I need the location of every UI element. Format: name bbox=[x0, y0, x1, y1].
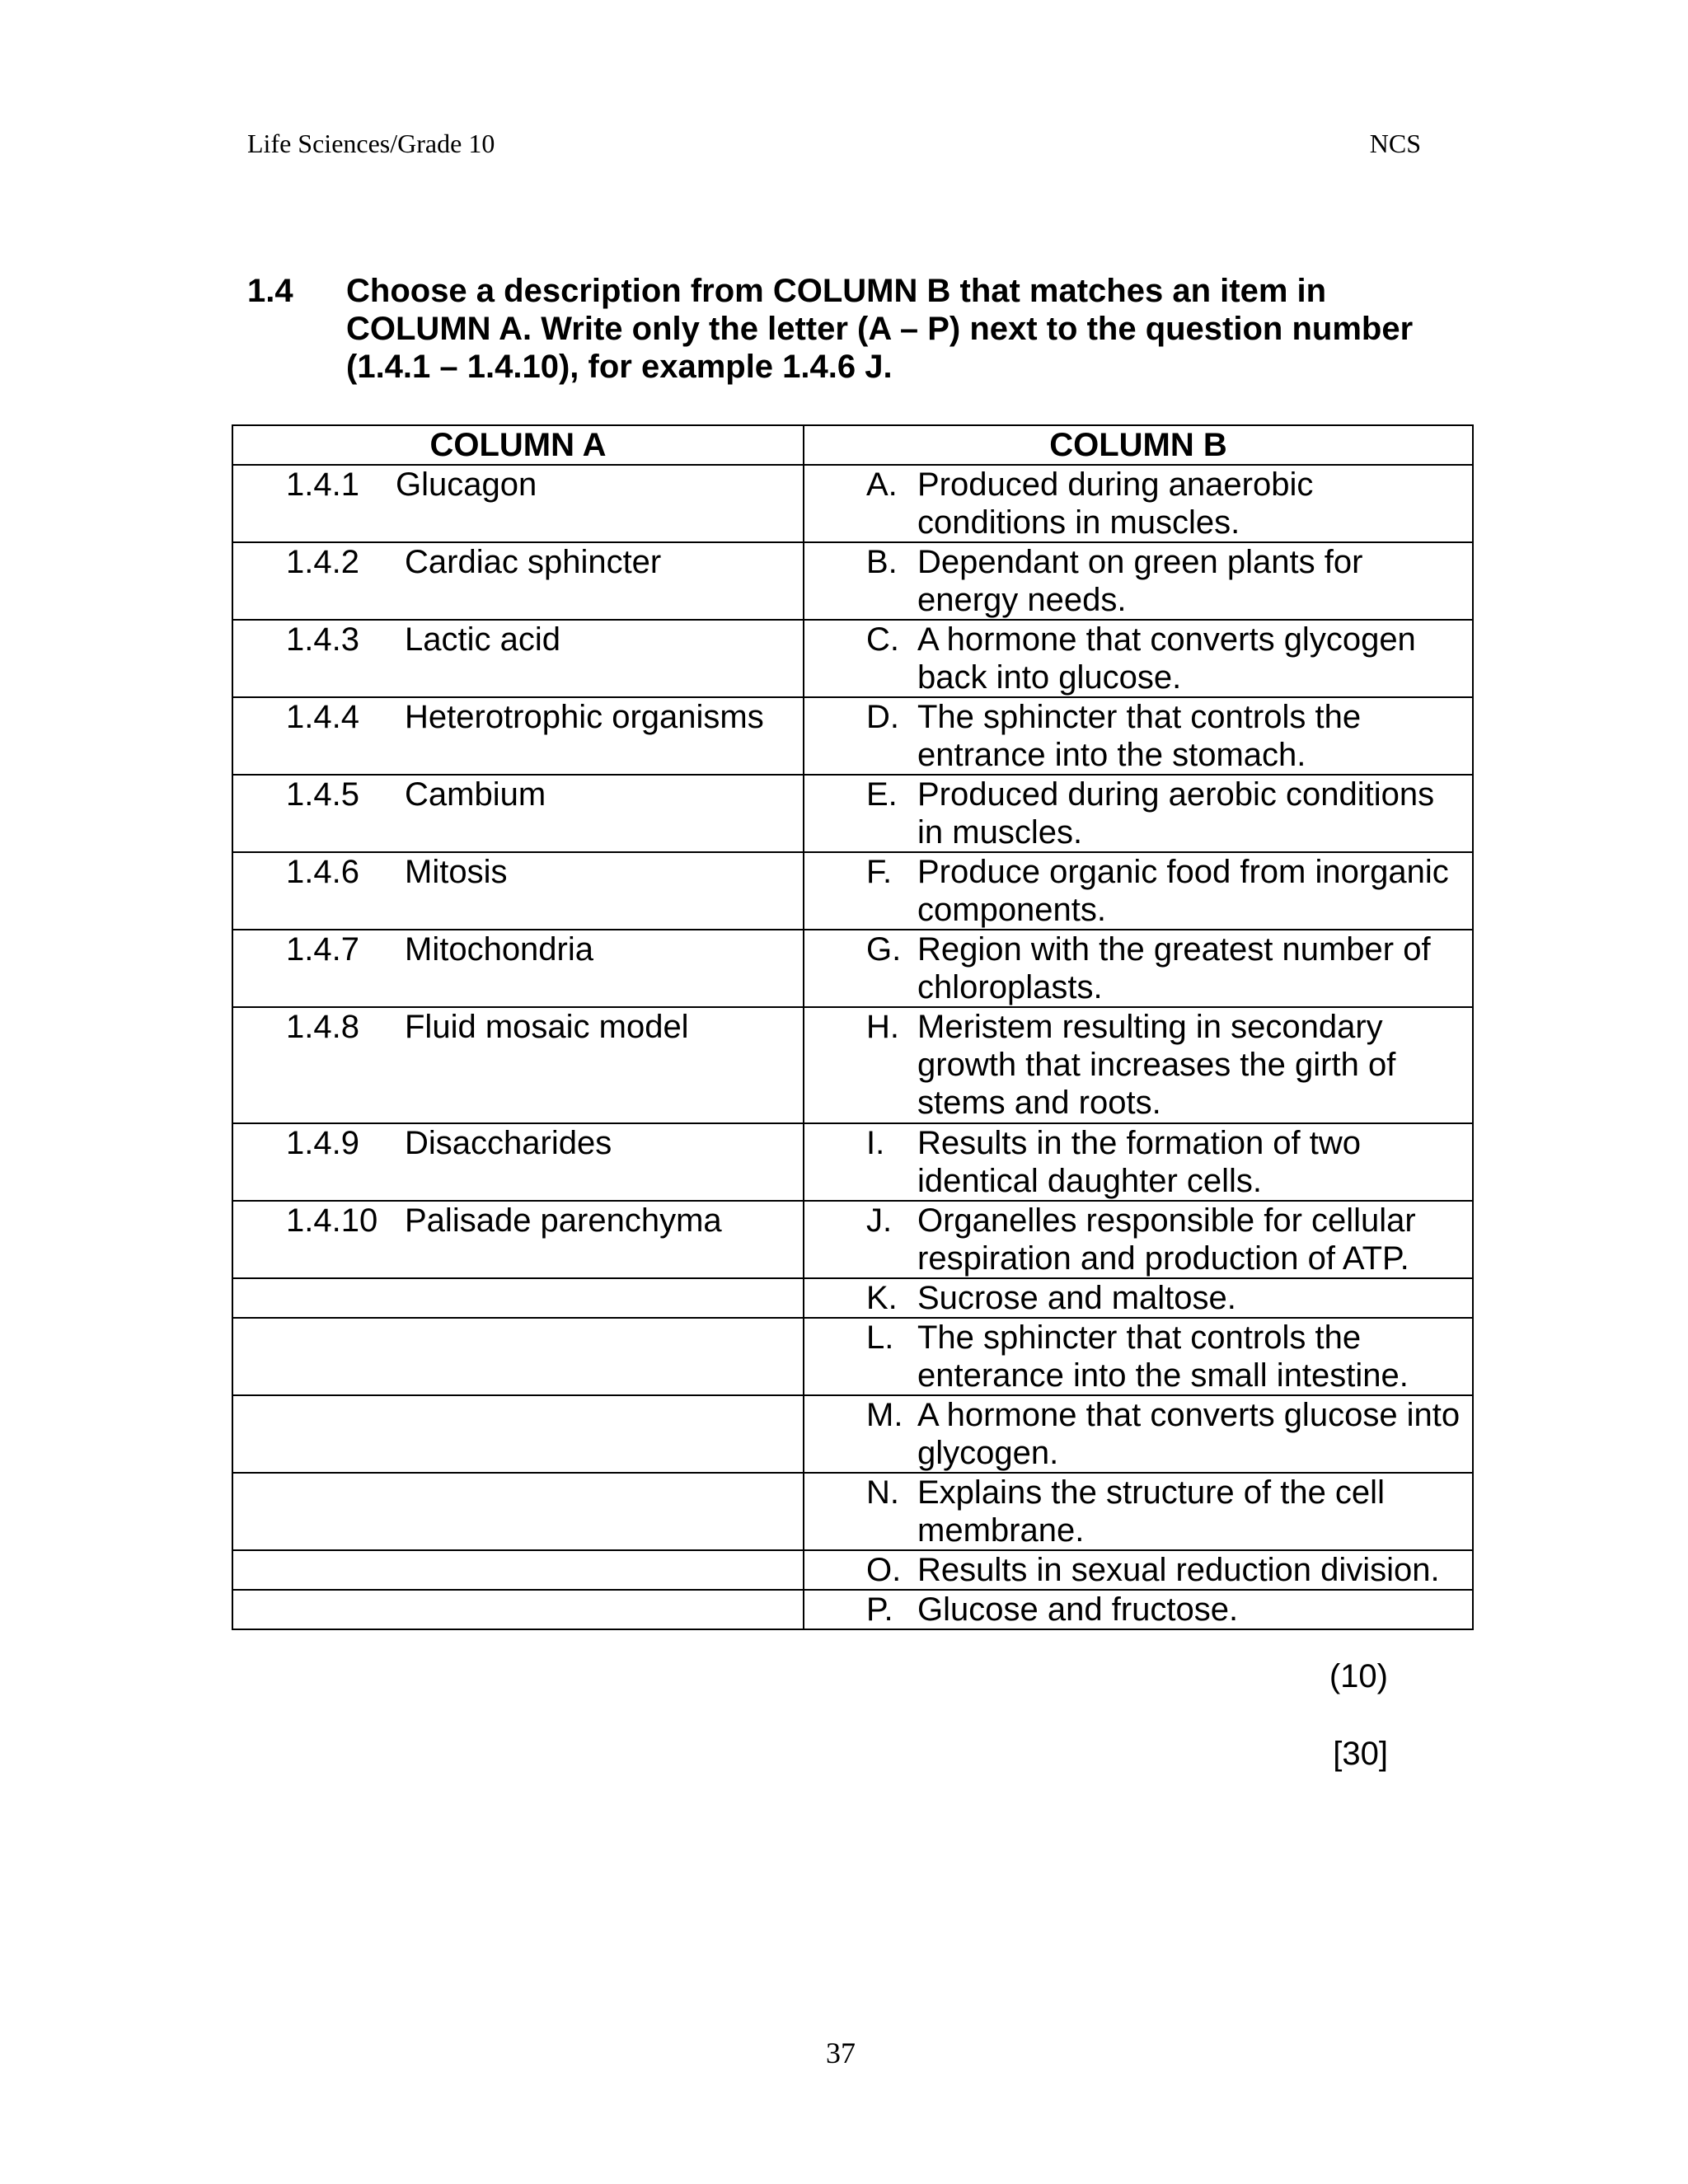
item-term: Mitosis bbox=[405, 854, 508, 890]
option-letter: N. bbox=[866, 1474, 899, 1511]
column-a-cell-empty bbox=[232, 1278, 804, 1318]
column-b-cell bbox=[804, 1590, 1473, 1629]
option-description: Produced during aerobic conditions in muscles. bbox=[917, 776, 1435, 851]
option-description: Dependant on green plants for energy needs. bbox=[917, 544, 1363, 618]
instruction-line: Choose a description from COLUMN B that matches an item in bbox=[346, 273, 1327, 309]
option-description: A hormone that converts glucose into glycogen. bbox=[917, 1397, 1461, 1471]
column-a-cell bbox=[232, 465, 804, 542]
column-b-cell bbox=[804, 1550, 1473, 1590]
question-mark-total: (10) bbox=[1329, 1658, 1388, 1694]
column-a-cell bbox=[232, 697, 804, 775]
item-term: Glucagon bbox=[396, 466, 537, 503]
column-b-cell bbox=[804, 1201, 1473, 1278]
column-a-cell bbox=[232, 1007, 804, 1123]
instruction-line: COLUMN A. Write only the letter (A – P) next to the question number bbox=[346, 311, 1414, 347]
option-letter: H. bbox=[866, 1009, 899, 1045]
column-a-cell-empty bbox=[232, 1395, 804, 1473]
table-row bbox=[232, 1007, 1473, 1123]
table-row bbox=[232, 1473, 1473, 1550]
column-a-cell-empty bbox=[232, 1590, 804, 1629]
table-row bbox=[232, 465, 1473, 542]
column-a-cell-empty bbox=[232, 1550, 804, 1590]
column-a-cell bbox=[232, 852, 804, 930]
item-number: 1.4.3 bbox=[286, 621, 359, 658]
column-b-cell bbox=[804, 620, 1473, 697]
column-b-cell bbox=[804, 1473, 1473, 1550]
option-description: Meristem resulting in secondary growth that increases the girth of stems and roots. bbox=[917, 1009, 1396, 1121]
table-row bbox=[232, 1123, 1473, 1201]
item-number: 1.4.10 bbox=[286, 1202, 378, 1239]
item-term: Mitochondria bbox=[405, 931, 594, 968]
option-letter: L. bbox=[866, 1319, 894, 1356]
table-row bbox=[232, 930, 1473, 1007]
option-description: Sucrose and maltose. bbox=[917, 1280, 1236, 1316]
column-b-cell bbox=[804, 1123, 1473, 1201]
instruction-line: (1.4.1 – 1.4.10), for example 1.4.6 J. bbox=[346, 349, 893, 385]
option-letter: E. bbox=[866, 776, 898, 813]
table-row bbox=[232, 1550, 1473, 1590]
column-b-cell bbox=[804, 1007, 1473, 1123]
item-number: 1.4.5 bbox=[286, 776, 359, 813]
option-letter: M. bbox=[866, 1397, 903, 1433]
column-a-header: COLUMN A bbox=[232, 425, 804, 465]
item-term: Cardiac sphincter bbox=[405, 544, 662, 580]
item-number: 1.4.6 bbox=[286, 854, 359, 890]
table-row bbox=[232, 1278, 1473, 1318]
option-letter: G. bbox=[866, 931, 902, 968]
column-b-cell bbox=[804, 852, 1473, 930]
option-letter: O. bbox=[866, 1552, 902, 1588]
option-description: Produce organic food from inorganic components. bbox=[917, 854, 1449, 928]
option-description: Explains the structure of the cell membrane. bbox=[917, 1474, 1385, 1549]
column-b-cell bbox=[804, 1318, 1473, 1395]
option-letter: K. bbox=[866, 1280, 898, 1316]
option-description: Produced during anaerobic conditions in muscles. bbox=[917, 466, 1314, 541]
header-curriculum: NCS bbox=[1369, 129, 1421, 158]
column-a-cell bbox=[232, 1123, 804, 1201]
table-row bbox=[232, 1395, 1473, 1473]
table-row bbox=[232, 542, 1473, 620]
column-b-cell bbox=[804, 465, 1473, 542]
column-b-cell bbox=[804, 1395, 1473, 1473]
option-description: Results in the formation of two identical daughter cells. bbox=[917, 1125, 1362, 1199]
column-a-cell bbox=[232, 1201, 804, 1278]
column-a-cell bbox=[232, 542, 804, 620]
item-number: 1.4.9 bbox=[286, 1125, 359, 1161]
item-number: 1.4.2 bbox=[286, 544, 359, 580]
table-row bbox=[232, 697, 1473, 775]
option-description: The sphincter that controls the entrance into the stomach. bbox=[917, 699, 1362, 773]
column-a-cell bbox=[232, 620, 804, 697]
page-number: 37 bbox=[826, 2036, 856, 2069]
column-b-cell bbox=[804, 1278, 1473, 1318]
column-b-header: COLUMN B bbox=[804, 425, 1473, 465]
option-description: Glucose and fructose. bbox=[917, 1591, 1239, 1628]
column-b-cell bbox=[804, 775, 1473, 852]
table-row bbox=[232, 1590, 1473, 1629]
matching-table bbox=[232, 424, 1474, 1630]
column-b-cell bbox=[804, 542, 1473, 620]
option-description: Results in sexual reduction division. bbox=[917, 1552, 1440, 1588]
column-a-cell-empty bbox=[232, 1318, 804, 1395]
option-description: The sphincter that controls the enterance into the small intestine. bbox=[917, 1319, 1409, 1394]
item-term: Disaccharides bbox=[405, 1125, 612, 1161]
item-number: 1.4.4 bbox=[286, 699, 359, 735]
option-letter: B. bbox=[866, 544, 898, 580]
option-description: Region with the greatest number of chloroplasts. bbox=[917, 931, 1431, 1005]
item-number: 1.4.1 bbox=[286, 466, 359, 503]
table-row bbox=[232, 1318, 1473, 1395]
option-letter: D. bbox=[866, 699, 899, 735]
column-b-cell bbox=[804, 930, 1473, 1007]
table-row bbox=[232, 1201, 1473, 1278]
section-mark-total: [30] bbox=[1333, 1736, 1388, 1772]
option-letter: A. bbox=[866, 466, 898, 503]
question-instructions bbox=[346, 272, 1434, 386]
option-letter: P. bbox=[866, 1591, 893, 1628]
item-number: 1.4.7 bbox=[286, 931, 359, 968]
table-row bbox=[232, 775, 1473, 852]
option-letter: F. bbox=[866, 854, 893, 890]
table-row bbox=[232, 620, 1473, 697]
item-term: Fluid mosaic model bbox=[405, 1009, 689, 1045]
item-term: Cambium bbox=[405, 776, 546, 813]
question-number: 1.4 bbox=[247, 273, 293, 309]
item-term: Palisade parenchyma bbox=[405, 1202, 722, 1239]
column-a-cell bbox=[232, 930, 804, 1007]
item-term: Heterotrophic organisms bbox=[405, 699, 764, 735]
header-subject: Life Sciences/Grade 10 bbox=[247, 129, 495, 158]
table-row bbox=[232, 852, 1473, 930]
column-b-cell bbox=[804, 697, 1473, 775]
option-letter: J. bbox=[866, 1202, 893, 1239]
option-letter: I. bbox=[866, 1125, 885, 1161]
item-number: 1.4.8 bbox=[286, 1009, 359, 1045]
column-a-cell bbox=[232, 775, 804, 852]
item-term: Lactic acid bbox=[405, 621, 560, 658]
column-a-cell-empty bbox=[232, 1473, 804, 1550]
option-description: Organelles responsible for cellular respiration and production of ATP. bbox=[917, 1202, 1416, 1277]
option-letter: C. bbox=[866, 621, 899, 658]
option-description: A hormone that converts glycogen back into glucose. bbox=[917, 621, 1416, 696]
